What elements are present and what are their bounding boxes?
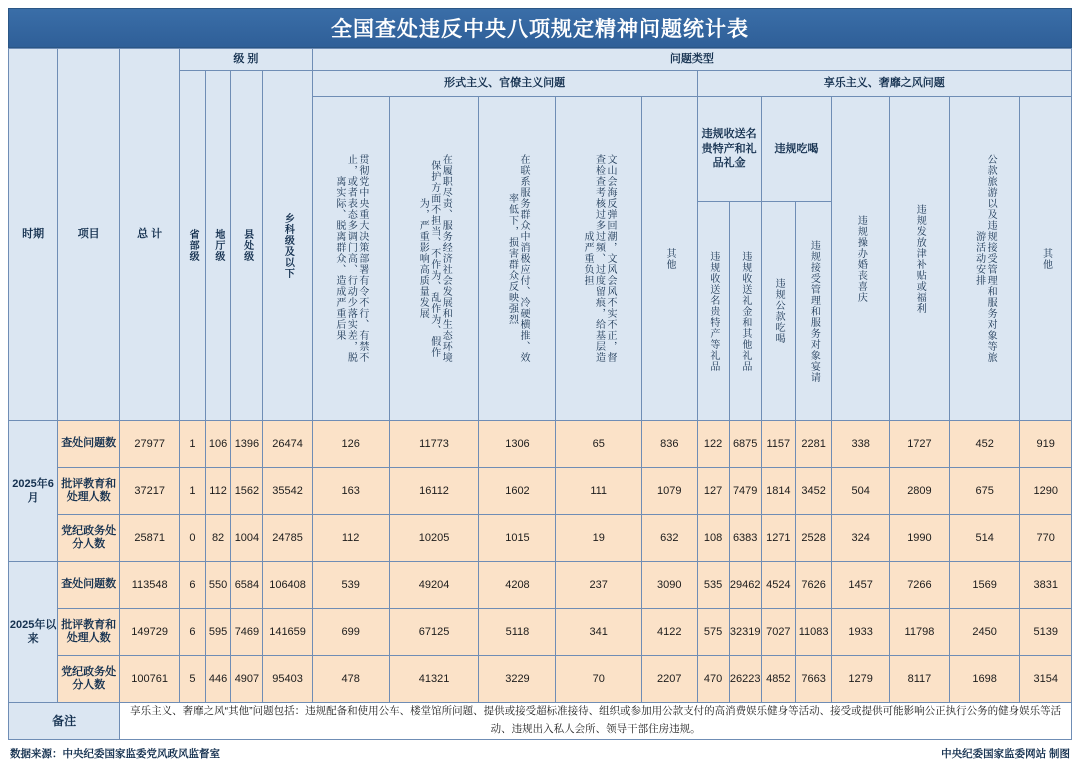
cell-value: 3154 <box>1020 656 1072 703</box>
cell-value: 7626 <box>795 562 831 609</box>
header-level-group-label: 级 别 <box>233 52 259 65</box>
header-total-label: 总 计 <box>137 227 163 240</box>
cell-value: 452 <box>949 421 1020 468</box>
table-row <box>9 468 1072 515</box>
cell-value: 67125 <box>389 609 479 656</box>
cell-value: 1004 <box>231 515 263 562</box>
cell-value: 1933 <box>832 609 890 656</box>
cell-value: 2809 <box>890 468 950 515</box>
cell-value: 470 <box>697 656 729 703</box>
header-gift-sub-2: 违规收送礼金和其他礼品 <box>729 202 761 421</box>
header-hedonism-eat: 违规吃喝 <box>761 97 832 202</box>
cell-total: 113548 <box>120 562 180 609</box>
cell-value: 1279 <box>832 656 890 703</box>
cell-value: 112 <box>312 515 389 562</box>
cell-value: 0 <box>180 515 206 562</box>
cell-value: 11083 <box>795 609 831 656</box>
cell-value: 11773 <box>389 421 479 468</box>
cell-value: 1015 <box>479 515 556 562</box>
cell-value: 29462 <box>729 562 761 609</box>
header-problem-type-group <box>312 49 1071 71</box>
header-formalism-group <box>312 71 697 97</box>
cell-value: 1157 <box>761 421 795 468</box>
header-eat-sub-1: 违规公款吃喝 <box>761 202 795 421</box>
cell-value: 6 <box>180 562 206 609</box>
cell-value: 1271 <box>761 515 795 562</box>
note-row <box>9 703 1072 740</box>
cell-value: 49204 <box>389 562 479 609</box>
cell-value: 8117 <box>890 656 950 703</box>
header-level-diting: 地厅级 <box>205 71 231 421</box>
note-text: 享乐主义、奢靡之风“其他”问题包括：违规配备和使用公车、楼堂馆所问题、提供或接受超标准接待、组织或参加用公款支付的高消费娱乐健身等活动、接受或提供可能影响公正执行公务的健身娱乐等活动、违规出入私人会所、领导干部住房违规。 <box>120 703 1072 740</box>
cell-value: 338 <box>832 421 890 468</box>
cell-value: 11798 <box>890 609 950 656</box>
table-row <box>9 421 1072 468</box>
header-hedonism-group <box>697 71 1071 97</box>
header-level-xiangke: 乡科级及以下 <box>263 71 312 421</box>
cell-value: 106408 <box>263 562 312 609</box>
header-hedonism-allowance: 违规发放津补贴或福利 <box>890 97 950 421</box>
header-hedonism-wedding: 违规操办婚丧喜庆 <box>832 97 890 421</box>
cell-value: 4907 <box>231 656 263 703</box>
page-title: 全国查处违反中央八项规定精神问题统计表 <box>331 17 749 41</box>
cell-value: 1 <box>180 421 206 468</box>
cell-value: 7266 <box>890 562 950 609</box>
header-hedonism-other: 其他 <box>1020 97 1072 421</box>
header-formalism-label: 形式主义、官僚主义问题 <box>444 76 566 89</box>
cell-value: 446 <box>205 656 231 703</box>
cell-value: 2450 <box>949 609 1020 656</box>
cell-value: 237 <box>556 562 642 609</box>
cell-value: 122 <box>697 421 729 468</box>
table-row <box>9 609 1072 656</box>
cell-value: 112 <box>205 468 231 515</box>
cell-value: 106 <box>205 421 231 468</box>
row-label: 党纪政务处分人数 <box>58 515 120 562</box>
cell-total: 37217 <box>120 468 180 515</box>
cell-value: 5 <box>180 656 206 703</box>
header-formalism-col-other: 其他 <box>641 97 697 421</box>
cell-value: 1306 <box>479 421 556 468</box>
header-formalism-col-4: 文山会海反弹回潮，文风会风不实不正，督查检查考核过多过频、过度留痕，给基层造成严重负担 <box>556 97 642 421</box>
cell-total: 100761 <box>120 656 180 703</box>
header-level-sheng: 省部级 <box>180 71 206 421</box>
header-level-group <box>180 49 313 71</box>
cell-value: 341 <box>556 609 642 656</box>
credit: 中央纪委国家监委网站 制图 <box>941 747 1070 760</box>
cell-value: 3831 <box>1020 562 1072 609</box>
cell-value: 675 <box>949 468 1020 515</box>
cell-value: 504 <box>832 468 890 515</box>
table-row <box>9 515 1072 562</box>
header-item <box>58 49 120 421</box>
cell-value: 5118 <box>479 609 556 656</box>
header-hedonism-gift: 违规收送名贵特产和礼品礼金 <box>697 97 761 202</box>
cell-value: 70 <box>556 656 642 703</box>
cell-value: 111 <box>556 468 642 515</box>
cell-value: 19 <box>556 515 642 562</box>
cell-value: 6875 <box>729 421 761 468</box>
cell-value: 1569 <box>949 562 1020 609</box>
cell-value: 539 <box>312 562 389 609</box>
header-hedonism-travel: 公款旅游以及违规接受管理和服务对象等旅游活动安排 <box>949 97 1020 421</box>
header-level-xianchu: 县处级 <box>231 71 263 421</box>
cell-value: 1602 <box>479 468 556 515</box>
cell-value: 6 <box>180 609 206 656</box>
cell-value: 7027 <box>761 609 795 656</box>
header-item-label: 项目 <box>77 227 100 240</box>
cell-value: 1396 <box>231 421 263 468</box>
header-problem-type-label: 问题类型 <box>669 52 714 65</box>
cell-value: 632 <box>641 515 697 562</box>
row-label: 批评教育和处理人数 <box>58 609 120 656</box>
cell-value: 141659 <box>263 609 312 656</box>
cell-value: 4524 <box>761 562 795 609</box>
cell-value: 1457 <box>832 562 890 609</box>
cell-value: 7479 <box>729 468 761 515</box>
cell-value: 550 <box>205 562 231 609</box>
cell-value: 3229 <box>479 656 556 703</box>
cell-value: 3090 <box>641 562 697 609</box>
cell-value: 4208 <box>479 562 556 609</box>
cell-value: 1290 <box>1020 468 1072 515</box>
cell-value: 26474 <box>263 421 312 468</box>
header-hedonism-label: 享乐主义、奢靡之风问题 <box>823 76 945 89</box>
cell-value: 1562 <box>231 468 263 515</box>
cell-value: 3452 <box>795 468 831 515</box>
period-label-0: 2025年6月 <box>9 421 58 562</box>
cell-value: 126 <box>312 421 389 468</box>
header-formalism-col-2: 在履职尽责、服务经济社会发展和生态环境保护方面不担当、不作为、乱作为、假作为，严重影响高质量发展 <box>389 97 479 421</box>
table-title-bar <box>8 8 1072 48</box>
table-row <box>9 562 1072 609</box>
cell-value: 108 <box>697 515 729 562</box>
cell-value: 535 <box>697 562 729 609</box>
cell-value: 2528 <box>795 515 831 562</box>
cell-value: 16112 <box>389 468 479 515</box>
cell-total: 149729 <box>120 609 180 656</box>
cell-value: 10205 <box>389 515 479 562</box>
cell-value: 324 <box>832 515 890 562</box>
table-row <box>9 656 1072 703</box>
row-label: 党纪政务处分人数 <box>58 656 120 703</box>
cell-value: 26223 <box>729 656 761 703</box>
cell-value: 7663 <box>795 656 831 703</box>
cell-value: 1698 <box>949 656 1020 703</box>
cell-value: 1 <box>180 468 206 515</box>
cell-value: 770 <box>1020 515 1072 562</box>
row-label: 查处问题数 <box>58 421 120 468</box>
cell-value: 1990 <box>890 515 950 562</box>
cell-value: 35542 <box>263 468 312 515</box>
cell-value: 836 <box>641 421 697 468</box>
cell-value: 6383 <box>729 515 761 562</box>
data-source: 数据来源：中央纪委国家监委党风政风监督室 <box>10 747 220 760</box>
cell-value: 2281 <box>795 421 831 468</box>
period-label-1: 2025年以来 <box>9 562 58 703</box>
cell-value: 95403 <box>263 656 312 703</box>
cell-value: 595 <box>205 609 231 656</box>
row-label: 批评教育和处理人数 <box>58 468 120 515</box>
cell-value: 5139 <box>1020 609 1072 656</box>
cell-value: 478 <box>312 656 389 703</box>
cell-value: 1814 <box>761 468 795 515</box>
cell-value: 6584 <box>231 562 263 609</box>
header-total <box>120 49 180 421</box>
cell-value: 1727 <box>890 421 950 468</box>
cell-value: 32319 <box>729 609 761 656</box>
cell-value: 919 <box>1020 421 1072 468</box>
cell-value: 4852 <box>761 656 795 703</box>
cell-value: 7469 <box>231 609 263 656</box>
cell-value: 4122 <box>641 609 697 656</box>
cell-total: 25871 <box>120 515 180 562</box>
cell-value: 699 <box>312 609 389 656</box>
cell-total: 27977 <box>120 421 180 468</box>
header-formalism-col-1: 贯彻党中央重大决策部署有令不行、有禁不止，或者表态多调门高、行动少落实差，脱离实际、脱离群众、造成严重后果 <box>312 97 389 421</box>
note-label: 备注 <box>9 703 120 740</box>
header-formalism-col-3: 在联系服务群众中消极应付、冷硬横推、效率低下，损害群众反映强烈 <box>479 97 556 421</box>
row-label: 查处问题数 <box>58 562 120 609</box>
cell-value: 2207 <box>641 656 697 703</box>
cell-value: 163 <box>312 468 389 515</box>
cell-value: 127 <box>697 468 729 515</box>
cell-value: 514 <box>949 515 1020 562</box>
cell-value: 575 <box>697 609 729 656</box>
statistics-table <box>8 48 1072 740</box>
cell-value: 65 <box>556 421 642 468</box>
header-period <box>9 49 58 421</box>
cell-value: 1079 <box>641 468 697 515</box>
cell-value: 24785 <box>263 515 312 562</box>
header-period-label: 时期 <box>22 227 45 240</box>
header-eat-sub-2: 违规接受管理和服务对象宴请 <box>795 202 831 421</box>
header-gift-sub-1: 违规收送名贵特产等礼品 <box>697 202 729 421</box>
cell-value: 41321 <box>389 656 479 703</box>
cell-value: 82 <box>205 515 231 562</box>
